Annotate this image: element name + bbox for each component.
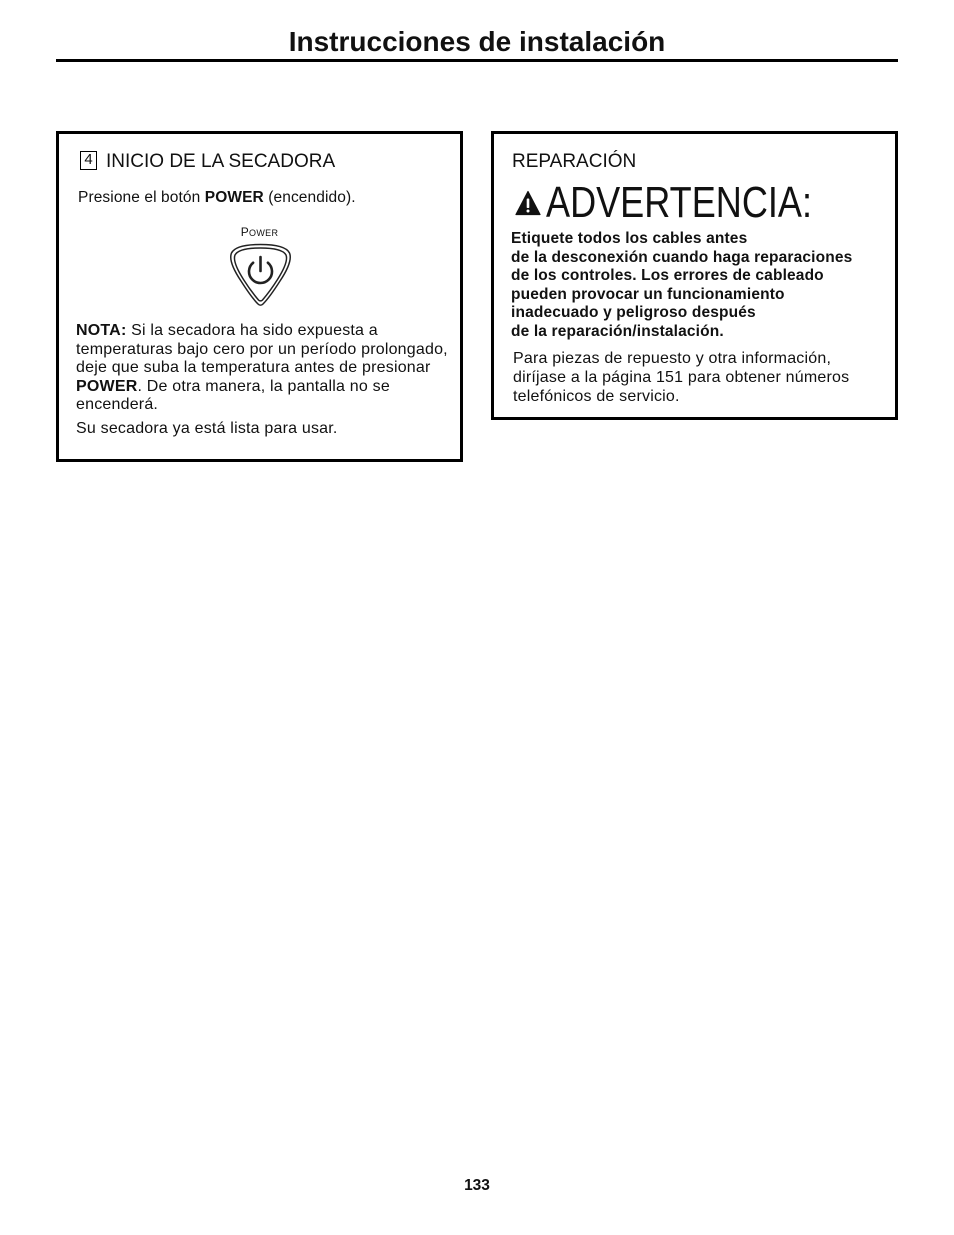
power-instruction xyxy=(78,189,356,207)
warning-triangle-icon xyxy=(515,190,541,216)
power-button-outer-shell xyxy=(231,245,290,306)
warning-line: Etiquete todos los cables antes xyxy=(511,230,748,248)
warning-line: pueden provocar un funcionamiento xyxy=(511,285,785,303)
step-heading: INICIO DE LA SECADORA xyxy=(106,150,336,172)
service-info-line: Para piezas de repuesto y otra información, xyxy=(513,350,832,367)
page-number: 133 xyxy=(464,1177,490,1194)
service-info-line: telefónicos de servicio. xyxy=(513,387,680,405)
service-info-line: diríjase a la página 151 para obtener números xyxy=(513,368,850,386)
title-rule xyxy=(56,59,898,62)
warning-line: inadecuado y peligroso después xyxy=(511,304,756,322)
repair-heading: REPARACIÓN xyxy=(512,150,637,172)
warning-text xyxy=(511,230,852,341)
page-title: Instrucciones de instalación xyxy=(288,26,666,57)
note-line xyxy=(76,322,448,341)
instruction-button-name: POWER xyxy=(204,188,264,206)
instruction-text-before: Presione el botón xyxy=(78,188,201,206)
note-paragraph xyxy=(76,322,448,415)
note-power-word: POWER xyxy=(76,377,138,395)
step-4-panel xyxy=(56,131,463,462)
ready-message: Su secadora ya está lista para usar. xyxy=(76,420,338,437)
step-number-badge: 4 xyxy=(80,151,97,170)
note-line xyxy=(76,378,448,397)
service-info-text xyxy=(513,350,849,406)
warning-line: de los controles. Los errores de cableado xyxy=(511,267,824,285)
note-line: deje que suba la temperatura antes de presionar xyxy=(76,359,431,377)
instruction-text-after: (encendido). xyxy=(268,188,356,206)
note-line: encenderá. xyxy=(76,396,159,414)
note-text: Si la secadora ha sido expuesta a xyxy=(131,322,378,339)
note-text: . De otra manera, la pantalla no se xyxy=(137,377,390,395)
power-button-illustration xyxy=(228,243,293,307)
warning-line: de la desconexión cuando haga reparaciones xyxy=(511,248,853,266)
note-label: NOTA: xyxy=(76,322,127,339)
repair-panel xyxy=(491,131,898,420)
warning-line: de la reparación/instalación. xyxy=(511,322,724,340)
warning-title: ADVERTENCIA: xyxy=(546,177,812,227)
power-button-label: POWER xyxy=(240,225,279,239)
note-line: temperaturas bajo cero por un período prolongado, xyxy=(76,340,448,358)
